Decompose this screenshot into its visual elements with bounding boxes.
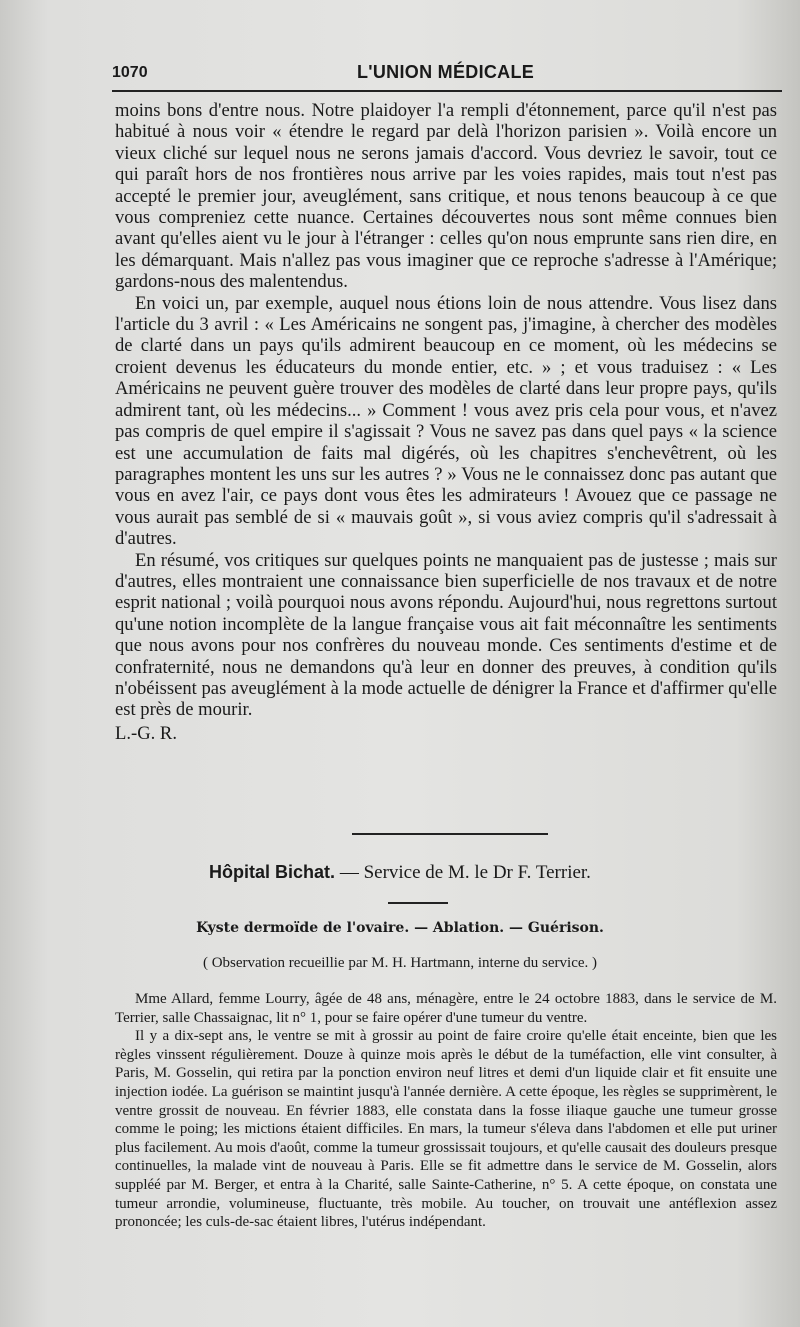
case-paragraph: Mme Allard, femme Lourry, âgée de 48 ans, ménagère, entre le 24 octobre 1883, dans le service de M. Terrier, salle Chassaignac, lit n° 1, pour se faire opérer d'une tumeur du ventre. (115, 991, 777, 1026)
heading-rule (388, 902, 448, 904)
letter-paragraph: En résumé, vos critiques sur quelques points ne manquaient pas de justesse ; mais sur d'autres, elles montraient une connaissance bien superficielle de nos travaux et de notre esprit national ; voilà pourquoi nous avons répondu. Aujourd'hui, nous regrettons surtout qu'une notion incomplète de la langue française vous ait fait méconnaître les sentiments que nous avons pour nos confrères du nouveau monde. Ces sentiments d'estime et de confraternité, nous ne demandons qu'à leur en donner des preuves, à condition qu'ils n'obéissent pas aveuglément à la mode actuelle de dénigrer la France et d'affirmer qu'elle est près de mourir. (115, 549, 777, 721)
section-heading (0, 862, 800, 884)
case-text (115, 990, 777, 1232)
header-rule (112, 90, 782, 92)
letter-paragraph: moins bons d'entre nous. Notre plaidoyer l'a rempli d'étonnement, parce qu'il n'est pas habitué à nous voir « étendre le regard par delà l'horizon parisien ». Voilà encore un vieux cliché sur lequel nous ne serons jamais d'accord. Vous devriez le savoir, tout ce qui paraît hors de nos frontières nous arrive par les voies rapides, mais tout n'est pas accepté le premier jour, aveuglément, sans critique, et nous tenons beaucoup à ce que vous compreniez cette nuance. Certaines découvertes nous sont même connues bien avant qu'elles aient vu le jour à l'étranger : celles qu'on nous emprunte sans rien dire, en les démarquant. Mais n'allez pas vous imaginer que ce reproche s'adresse à l'Amérique; gardons-nous des malentendus. (115, 100, 777, 293)
hospital-name: Hôpital Bichat. (209, 862, 336, 882)
letter-paragraph: En voici un, par exemple, auquel nous étions loin de nous attendre. Vous lisez dans l'article du 3 avril : « Les Américains ne songent pas, j'imagine, à chercher des modèles de clarté dans un pays qu'ils admirent beaucoup en ce moment, où les médecins se croient devenus les éducateurs du monde entier, etc. » ; et vous traduisez : « Les Américains ne peuvent guère trouver des modèles de clarté dans leur propre pays, qu'ils admirent tant, où les médecins... » Comment ! vous avez pris cela pour vous, et n'avez pas compris de quel empire il s'agissait ? Vous ne savez pas dans quel pays « la science est une accumulation de faits mal digérés, où les chapitres s'enchevêtrent, où les paragraphes montent les uns sur les autres ? » Vous ne le connaissez donc pas autant que vous en avez l'air, ce pays dont vous êtes les admirateurs ! Avouez que ce passage ne vous aurait pas semblé de si « mauvais goût », si vous aviez compris qu'il s'adressait à d'autres. (115, 292, 777, 550)
journal-title: L'UNION MÉDICALE (357, 62, 535, 82)
page-number: 1070 (112, 64, 148, 81)
case-paragraph: Il y a dix-sept ans, le ventre se mit à grossir au point de faire croire qu'elle était enceinte, bien que les règles vinssent régulièrement. Douze à quinze mois après le début de la tuméfaction, elle vint consulter, à Paris, M. Gosselin, qui retira par la ponction environ neuf litres et demi d'un liquide clair et fit ensuite une injection iodée. La guérison se maintint jusqu'à l'année dernière. A cette époque, les règles se supprimèrent, le ventre grossit de nouveau. En février 1883, elle constata dans la fosse iliaque gauche une tumeur grosse comme le poing; les mictions étaient difficiles. En mars, la tumeur s'éleva dans l'abdomen et elle put uriner plus facilement. Au mois d'août, comme la tumeur grossissait toujours, et qu'elle causait des douleurs presque continuelles, la malade vint de nouveau à Paris. Elle se fit admettre dans le service de M. Gosselin, alors suppléé par M. Berger, et entra à la Charité, salle Sainte-Catherine, n° 5. A cette époque, on constata une tumeur arrondie, volumineuse, fluctuante, très mobile. Au toucher, on trouvait une antéflexion assez prononcée; les culs-de-sac étaient libres, l'utérus indépendant. (115, 1028, 777, 1231)
observation-note: ( Observation recueillie par M. H. Hartmann, interne du service. ) (202, 955, 598, 971)
page-header (112, 58, 782, 86)
case-title: Kyste dermoïde de l'ovaire. — Ablation. — Guérison. (196, 920, 604, 936)
service-name: — Service de M. le Dr F. Terrier. (335, 862, 591, 883)
section-separator (352, 833, 548, 835)
signature: L.-G. R. (115, 722, 177, 744)
letter-text (115, 100, 777, 744)
